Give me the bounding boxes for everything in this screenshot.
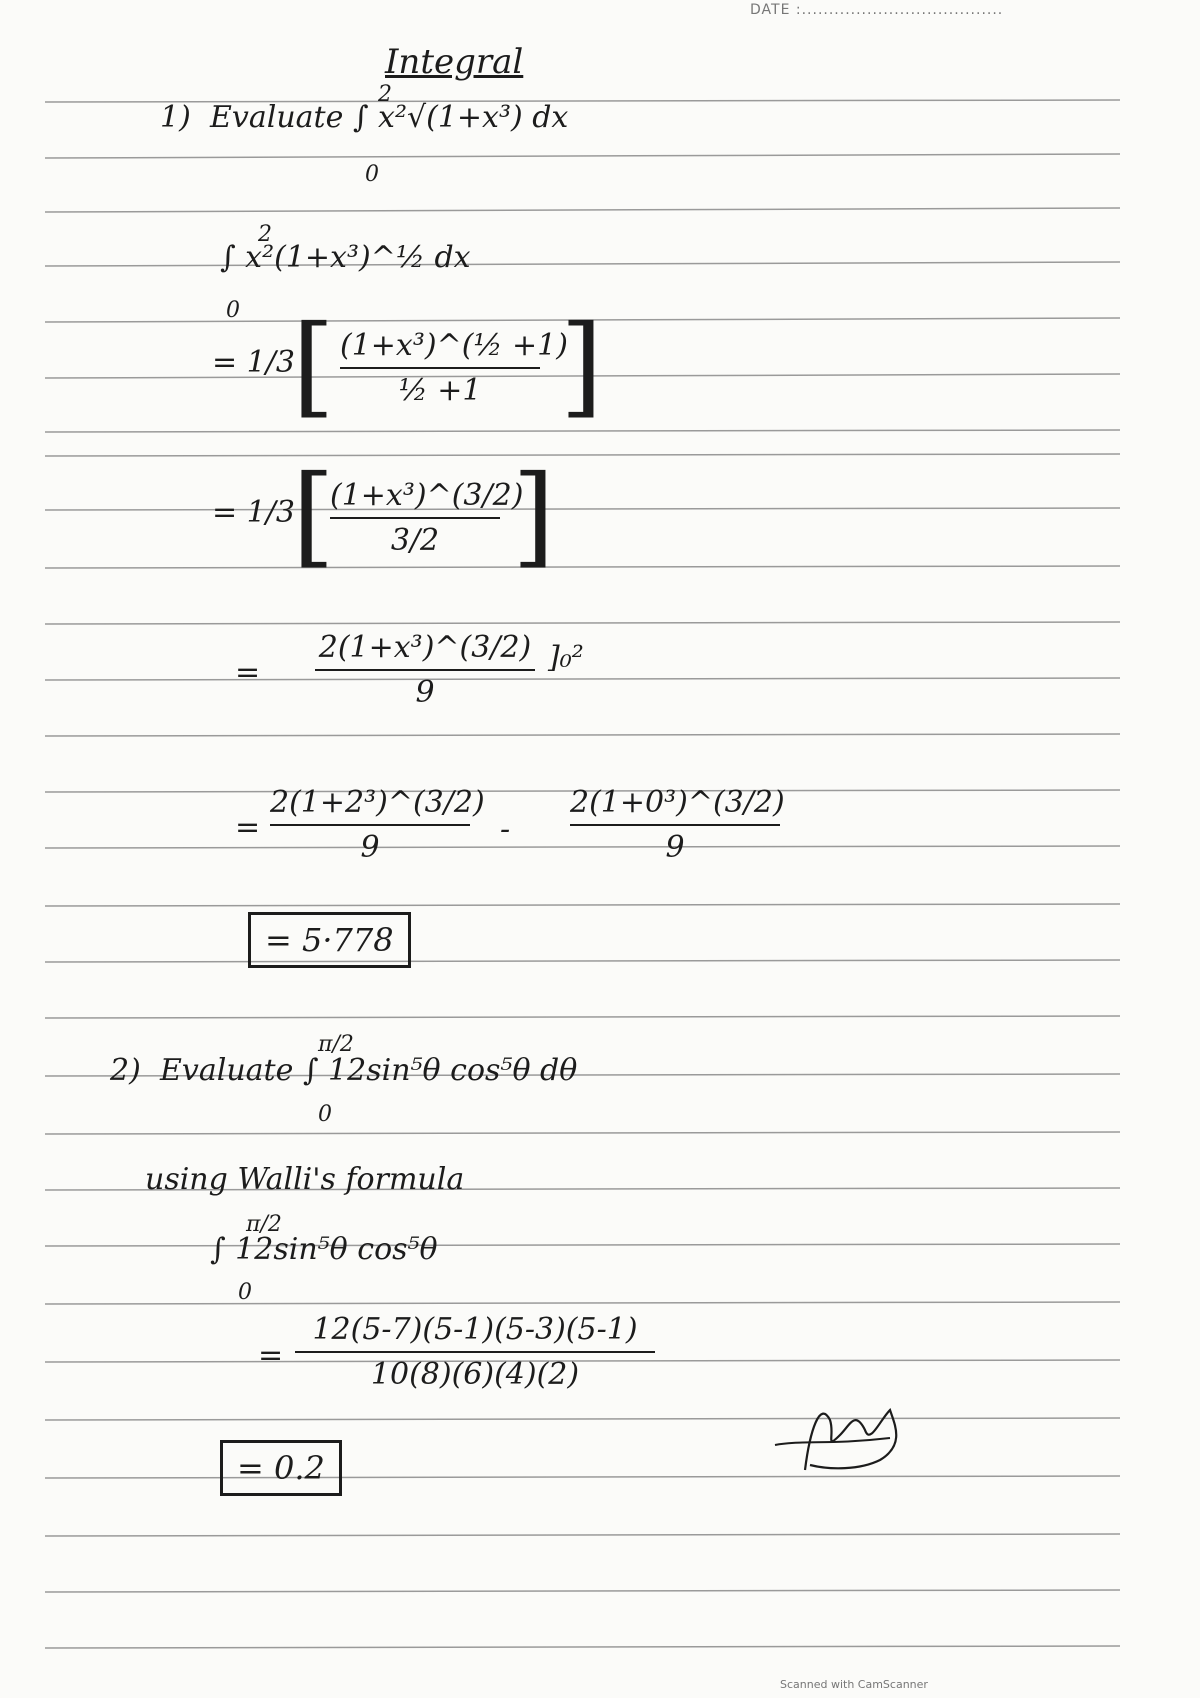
problem1-statement: Evaluate ∫ x²√(1+x³) dx — [210, 100, 569, 135]
step4-numerator: 2(1+x³)^(3/2) — [318, 630, 532, 665]
problem2-lower-limit: 0 — [318, 1102, 332, 1127]
problem1-step4-prefix: = — [235, 655, 261, 690]
fraction-bar — [315, 669, 535, 671]
bracket-open: [ — [292, 451, 335, 579]
problem2-number: 2) — [110, 1053, 141, 1088]
bracket-close: ] — [512, 451, 555, 579]
problem1-answer: = 5·778 — [248, 912, 411, 968]
bracket-close: ] — [560, 301, 603, 429]
fraction-bar — [270, 824, 470, 826]
problem1-step4-eval: ]₀² — [548, 640, 584, 675]
scanner-footer: Scanned with CamScanner — [780, 1678, 928, 1691]
p2-step2-denominator: 10(8)(6)(4)(2) — [370, 1357, 580, 1392]
problem2-line1-lower: 0 — [238, 1280, 252, 1305]
step2-denominator: ½ +1 — [398, 373, 482, 408]
problem1-upper-limit: 2 — [378, 82, 392, 107]
fraction-bar — [570, 824, 780, 826]
problem1-step3-fraction — [330, 478, 524, 558]
bracket-open: [ — [292, 301, 335, 429]
problem2-step2-fraction — [295, 1312, 655, 1392]
fraction-bar — [340, 367, 540, 369]
problem1-line1: ∫ x²(1+x³)^½ dx — [220, 240, 471, 275]
problem1-step5-prefix: = — [235, 810, 261, 845]
step5-denominator-b: 9 — [665, 830, 685, 865]
problem1-step5-minus: - — [500, 812, 511, 847]
problem2-line1-upper: π/2 — [246, 1212, 282, 1237]
problem1-lower-limit: 0 — [365, 162, 379, 187]
problem1-step5-fraction-b — [570, 785, 785, 865]
step5-numerator-a: 2(1+2³)^(3/2) — [270, 785, 485, 820]
problem1-step4-fraction — [315, 630, 535, 710]
problem1-step2-fraction — [340, 328, 568, 408]
p2-step2-numerator: 12(5-7)(5-1)(5-3)(5-1) — [312, 1312, 638, 1347]
step3-denominator: 3/2 — [390, 523, 440, 558]
problem1-step2-prefix: = 1/3 — [212, 345, 295, 380]
problem1-line1-upper: 2 — [258, 222, 272, 247]
problem2-step2-prefix: = — [258, 1338, 284, 1373]
page-title: Integral — [385, 42, 524, 82]
fraction-bar — [295, 1351, 655, 1353]
step2-numerator: (1+x³)^(½ +1) — [340, 328, 568, 363]
signature-image — [770, 1390, 920, 1480]
problem2-method: using Walli's formula — [145, 1162, 465, 1197]
problem2-answer: = 0.2 — [220, 1440, 342, 1496]
problem2-upper-limit: π/2 — [318, 1032, 354, 1057]
date-field: DATE :..................................... — [750, 2, 1004, 18]
step5-denominator-a: 9 — [360, 830, 380, 865]
problem1-step5-fraction-a — [270, 785, 485, 865]
step3-numerator: (1+x³)^(3/2) — [330, 478, 524, 513]
step4-denominator: 9 — [415, 675, 435, 710]
step5-numerator-b: 2(1+0³)^(3/2) — [570, 785, 785, 820]
fraction-bar — [330, 517, 500, 519]
problem1-step3-prefix: = 1/3 — [212, 495, 295, 530]
problem2-statement: Evaluate ∫ 12sin⁵θ cos⁵θ dθ — [160, 1053, 578, 1088]
problem1-number: 1) — [160, 100, 191, 135]
problem2-line1: ∫ 12sin⁵θ cos⁵θ — [210, 1232, 438, 1267]
problem1-line1-lower: 0 — [226, 298, 240, 323]
